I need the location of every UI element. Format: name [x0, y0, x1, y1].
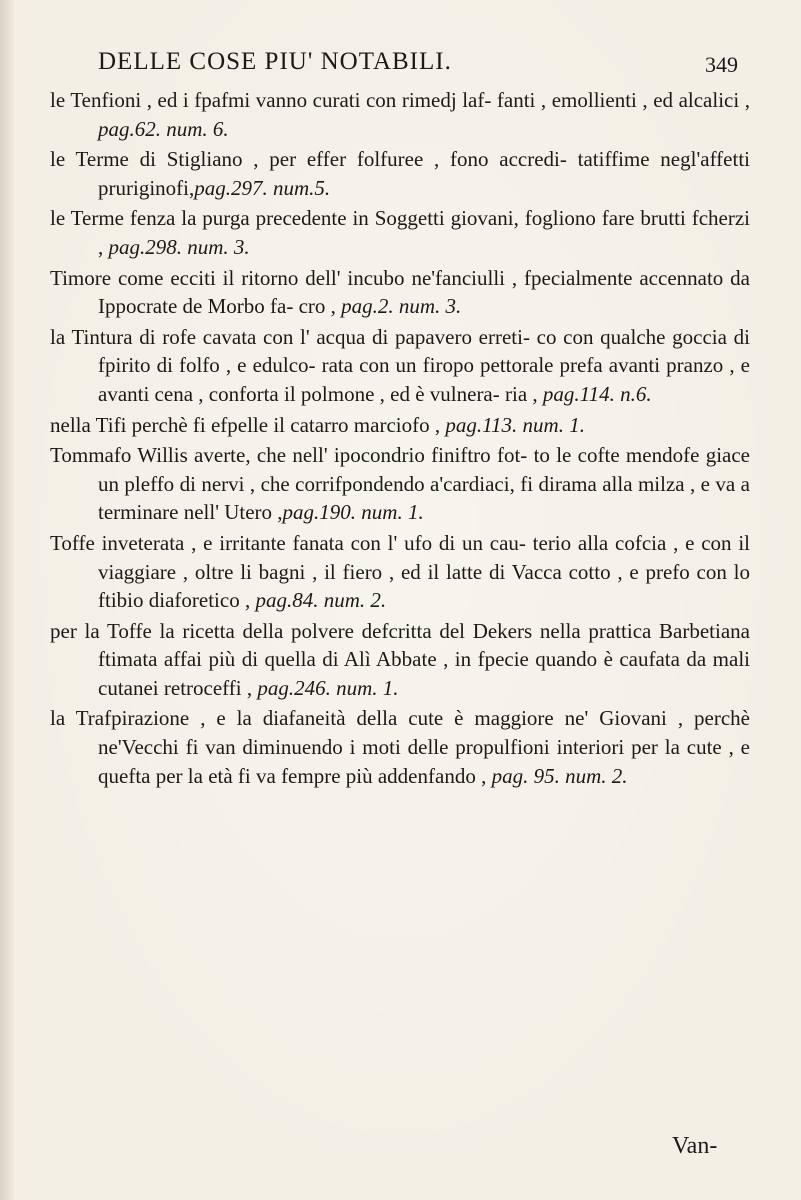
running-head: DELLE COSE PIU' NOTABILI.	[98, 48, 452, 75]
entry-text: nella Tifi perchè fi efpelle il catarro marciofo ,	[50, 412, 446, 437]
entry-text: Timore come ecciti il ritorno dell' incubo ne'fanciulli , fpecialmente accennato da Ippocrate de Morbo fa- cro ,	[50, 265, 750, 319]
index-entry	[50, 529, 750, 615]
entry-reference: pag.298. num. 3.	[108, 234, 250, 259]
index-entry	[50, 145, 750, 202]
entry-reference: pag.113. num. 1.	[445, 412, 585, 437]
catchword: Van-	[672, 1133, 718, 1159]
entry-text: la Trafpirazione , e la diafaneità della cute è maggiore ne' Giovani , perchè ne'Vecchi fi van diminuendo i moti delle propulfioni interiori per la cute , e quefta per la età fi va fempre più addenfando ,	[50, 706, 750, 788]
index-entries	[50, 86, 750, 792]
index-entry	[50, 704, 750, 790]
index-entry	[50, 617, 750, 703]
entry-reference: pag.190. num. 1.	[282, 500, 424, 525]
index-entry	[50, 86, 750, 143]
entry-text: la Tintura di rofe cavata con l' acqua di papavero erreti- co con qualche goccia di fpirito di folfo , e edulco- rata con un firopo pettorale prefa avanti pranzo , e avanti cena , conforta il polmone , ed è vulnera- ria ,	[50, 324, 750, 406]
entry-text: Toffe inveterata , e irritante fanata con l' ufo di un cau- terio alla cofcia , e con il viaggiare , oltre li bagni , il fiero , ed il latte di Vacca cotto , e prefo con lo ftibio diaforetico ,	[50, 530, 750, 613]
entry-reference: pag. 95. num. 2.	[491, 763, 628, 788]
entry-text: le Terme fenza la purga precedente in Soggetti giovani, fogliono fare brutti fcherzi ,	[50, 206, 750, 259]
entry-reference: pag.114. n.6.	[542, 381, 652, 406]
entry-text: per la Toffe la ricetta della polvere defcritta del Dekers nella prattica Barbetiana ftimata affai più di quella di Alì Abbate , in fpecie quando è caufata da mali cutanei retroceffi ,	[50, 618, 750, 700]
index-entry	[50, 323, 750, 409]
index-entry	[50, 411, 750, 440]
entry-text: le Tenfioni , ed i fpafmi vanno curati con rimedj laf- fanti , emollienti , ed alcalici ,	[50, 88, 750, 112]
page-number: 349	[705, 52, 738, 77]
page-header	[98, 48, 738, 88]
entry-text: Tommafo Willis averte, che nell' ipocondrio finiftro fot- to le cofte mendofe giace un pleffo di nervi , che corrifpondendo a'cardiaci, fi dirama alla milza , e va a terminare nell' Utero ,	[50, 443, 750, 525]
entry-text: le Terme di Stigliano , per effer folfuree , fono accredi- tatiffime negl'affetti pruriginofi,	[50, 147, 750, 200]
index-entry	[50, 441, 750, 527]
entry-reference: pag.2. num. 3.	[341, 294, 462, 319]
entry-reference: pag.297. num.5.	[194, 175, 331, 200]
index-entry	[50, 264, 750, 321]
page-gutter	[0, 0, 14, 1200]
entry-reference: pag.246. num. 1.	[257, 675, 399, 700]
entry-reference: pag.62. num. 6.	[98, 116, 229, 141]
entry-reference: pag.84. num. 2.	[255, 588, 387, 613]
index-entry	[50, 204, 750, 261]
